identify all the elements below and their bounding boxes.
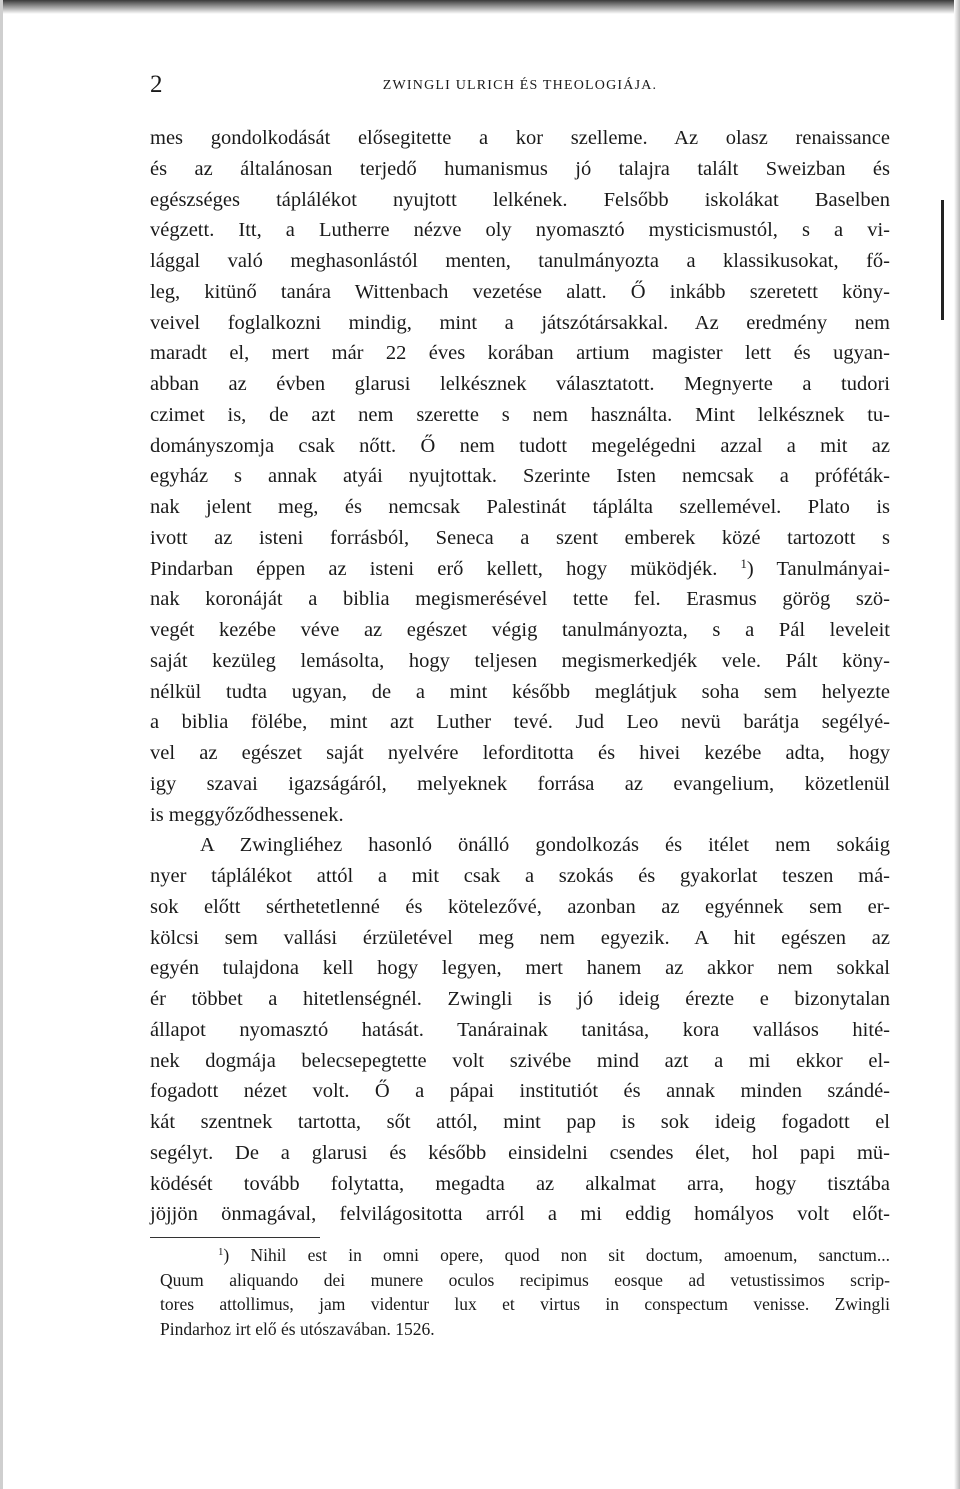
body-text xyxy=(150,123,890,1230)
footnote-text: Nihil est in omni opere, quod non sit doctum, amoenum, sanctum... xyxy=(250,1245,891,1265)
text-line: nak koronáját a biblia megismerésével tette fel. Erasmus görög szö- xyxy=(150,588,890,611)
text-line: igy szavai igazságáról, melyeknek forrása az evangelium, közetlenül xyxy=(150,772,890,795)
footnote-ref-paren: ) xyxy=(746,557,754,580)
text-line: saját kezüleg lemásolta, hogy teljesen megismerkedjék vele. Pált köny- xyxy=(150,649,890,672)
text-line: kölcsi sem vallási érzületével meg nem egyezik. A hit egészen az xyxy=(150,926,890,949)
scan-edge-left xyxy=(0,0,3,1489)
footnote-line: Pindarhoz irt elő és utószavában. 1526. xyxy=(160,1318,435,1339)
footnote-marker: 1 xyxy=(218,1246,224,1259)
footnote-line xyxy=(160,1243,890,1268)
text-segment: Pindarban éppen az isteni erő kellett, hogy müködjék. xyxy=(150,557,718,580)
footnote-divider xyxy=(150,1237,320,1238)
text-line-with-footnote-ref xyxy=(150,554,890,585)
text-line: ködését tovább folytatta, megadta az alkalmat arra, hogy tisztába xyxy=(150,1172,890,1195)
footnote-line: Quum aliquando dei munere oculos recipimus eosque ad vetustissimos scrip- xyxy=(160,1269,890,1290)
page-header xyxy=(150,70,890,104)
text-line: a biblia fölébe, mint azt Luther tevé. Jud Leo nevü barátja segélyé- xyxy=(150,711,890,734)
text-line: nak jelent meg, és nemcsak Palestinát táplálta szellemével. Plato is xyxy=(150,496,890,518)
margin-mark xyxy=(941,200,944,320)
footnote-marker-paren: ) xyxy=(223,1245,230,1265)
text-segment: Tanulmányai- xyxy=(776,557,891,580)
text-line: czimet is, de azt nem szerette s nem használta. Mint lelkésznek tu- xyxy=(150,403,890,426)
text-line: vegét kezébe véve az egészet végig tanulmányozta, s a Pál leveleit xyxy=(150,619,890,641)
text-line: mes gondolkodását elősegitette a kor szelleme. Az olasz renaissance xyxy=(150,127,890,149)
text-line: leg, kitünő tanára Wittenbach vezetése alatt. Ő inkább szeretett köny- xyxy=(150,280,890,303)
text-line: dományszomja csak nőtt. Ő nem tudott megelégedni azzal a mit az xyxy=(150,434,890,457)
running-head: ZWINGLI ULRICH ÉS THEOLOGIÁJA. xyxy=(382,78,658,93)
text-line: segélyt. De a glarusi és később einsidelni csendes élet, hol papi mü- xyxy=(150,1141,890,1164)
text-line: egészséges táplálékot nyujtott lelkének. Felsőbb iskolákat Baselben xyxy=(150,188,890,211)
text-line: veivel foglalkozni mindig, mint a játszótársakkal. Az eredmény nem xyxy=(150,311,890,334)
text-line: ér többet a hitetlenségnél. Zwingli is jó ideig érezte e bizonytalan xyxy=(150,988,890,1010)
text-line: egyház s annak atyái nyujtottak. Szerinte Isten nemcsak a próféták- xyxy=(150,465,890,488)
text-line: vel az egészet saját nyelvére leforditotta és hivei kezébe adta, hogy xyxy=(150,742,890,764)
text-line-paragraph-end: is meggyőződhessenek. xyxy=(150,803,344,826)
text-line-paragraph-start: A Zwingliéhez hasonló önálló gondolkozás és itélet nem sokáig xyxy=(200,834,890,857)
text-line: lággal való meghasonlástól menten, tanulmányozta a klassikusokat, fő- xyxy=(150,250,890,272)
text-line: jöjjön önmagával, felvilágositotta arról a mi eddig homályos volt előt- xyxy=(150,1203,890,1226)
text-line: abban az évben glarusi lelkésznek választatott. Megnyerte a tudori xyxy=(150,373,890,395)
footnote-ref[interactable]: 1 xyxy=(740,556,747,571)
text-line: fogadott nézet volt. Ő a pápai institutiót és annak minden szándé- xyxy=(150,1080,890,1103)
text-line: állapot nyomasztó hatását. Tanárainak tanitása, kora vallásos hité- xyxy=(150,1018,890,1041)
text-line: ivott az isteni forrásból, Seneca a szent emberek közé tartozott s xyxy=(150,526,890,549)
text-line: nyer táplálékot attól a mit csak a szokás és gyakorlat teszen má- xyxy=(150,865,890,887)
scan-edge-right xyxy=(954,0,960,1489)
text-line: maradt el, mert már 22 éves korában artium magister lett és ugyan- xyxy=(150,342,890,365)
text-line: nélkül tudta ugyan, de a mint később meglátjuk soha sem helyezte xyxy=(150,680,890,703)
footnote-line: tores attollimus, jam videntur lux et virtus in conspectum venisse. Zwingli xyxy=(160,1294,890,1314)
text-line: kát szentnek tartotta, sőt attól, mint pap is sok ideig fogadott el xyxy=(150,1111,890,1133)
page-number: 2 xyxy=(150,71,163,98)
text-line: és az általánosan terjedő humanismus jó talajra talált Sweizban és xyxy=(150,157,890,180)
footnotes xyxy=(160,1243,890,1341)
text-line: sok előtt sérthetetlenné és kötelezővé, azonban az egyénnek sem er- xyxy=(150,895,890,918)
scan-edge-top xyxy=(0,0,960,14)
text-line: nek dogmája belecsepegtette volt szivébe mind azt a mi ekkor el- xyxy=(150,1049,890,1072)
text-line: végzett. Itt, a Lutherre nézve oly nyomasztó mysticismustól, s a vi- xyxy=(150,219,890,242)
text-line: egyén tulajdona kell hogy legyen, mert hanem az akkor nem sokkal xyxy=(150,957,890,980)
